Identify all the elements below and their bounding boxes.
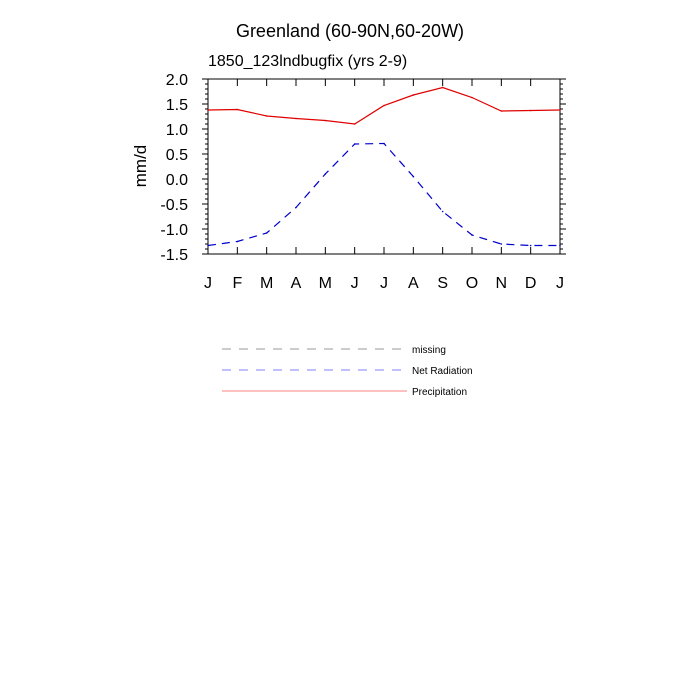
series-line-net-radiation xyxy=(208,144,560,246)
data-point-precipitation xyxy=(266,115,268,117)
chart-title: Greenland (60-90N,60-20W) xyxy=(235,21,465,41)
data-point-precipitation xyxy=(325,120,327,122)
y-axis-title: mm/d xyxy=(131,144,150,188)
y-tick-label: 0.0 xyxy=(165,172,188,189)
x-tick-label: J xyxy=(350,275,359,292)
data-point-precipitation xyxy=(442,87,444,89)
legend-label-precipitation: Precipitation xyxy=(412,387,468,398)
x-tick-label: A xyxy=(407,275,419,292)
x-tick-label: S xyxy=(437,275,449,292)
data-point-precipitation xyxy=(237,109,239,111)
data-point-net-radiation xyxy=(471,234,473,236)
data-point-precipitation xyxy=(295,118,297,120)
x-tick-label: J xyxy=(556,275,564,292)
x-tick-label: A xyxy=(290,275,302,292)
data-point-net-radiation xyxy=(207,245,209,247)
y-tick-label: 0.5 xyxy=(165,147,188,164)
chart-subtitle: 1850_123lndbugfix (yrs 2-9) xyxy=(208,53,408,70)
y-tick-label: 1.5 xyxy=(165,97,188,114)
x-tick-label: M xyxy=(318,275,332,292)
data-point-precipitation xyxy=(354,123,356,125)
x-tick-label: D xyxy=(524,275,537,292)
data-point-net-radiation xyxy=(442,211,444,213)
data-point-net-radiation xyxy=(295,207,297,209)
data-point-net-radiation xyxy=(559,245,561,247)
x-tick-label: O xyxy=(465,275,479,292)
legend xyxy=(222,345,473,398)
y-tick-label: -1.0 xyxy=(160,222,188,239)
data-point-net-radiation xyxy=(413,176,415,178)
data-point-precipitation xyxy=(559,109,561,111)
legend-label-net-radiation: Net Radiation xyxy=(412,366,473,377)
legend-label-missing: missing xyxy=(412,345,446,356)
data-point-net-radiation xyxy=(325,173,327,175)
data-point-precipitation xyxy=(207,109,209,111)
x-tick-label: M xyxy=(260,275,274,292)
data-point-net-radiation xyxy=(237,241,239,243)
x-tick-label: N xyxy=(495,275,508,292)
data-point-net-radiation xyxy=(383,143,385,145)
data-point-precipitation xyxy=(471,97,473,99)
y-tick-labels xyxy=(160,72,188,264)
y-tick-label: 1.0 xyxy=(165,122,188,139)
x-tick-label: J xyxy=(380,275,388,292)
data-point-precipitation xyxy=(530,110,532,112)
data-point-net-radiation xyxy=(266,232,268,234)
y-tick-label: -0.5 xyxy=(160,197,188,214)
data-point-precipitation xyxy=(383,105,385,107)
x-tick-label: J xyxy=(204,275,212,292)
y-tick-label: -1.5 xyxy=(160,247,188,264)
plot-series xyxy=(207,87,561,247)
data-point-net-radiation xyxy=(501,243,503,245)
y-tick-label: 2.0 xyxy=(165,72,188,89)
x-tick-label: F xyxy=(232,275,243,292)
data-point-precipitation xyxy=(501,110,503,112)
data-point-precipitation xyxy=(413,94,415,96)
x-tick-labels xyxy=(204,275,564,292)
data-point-net-radiation xyxy=(354,143,356,145)
data-point-net-radiation xyxy=(530,245,532,247)
